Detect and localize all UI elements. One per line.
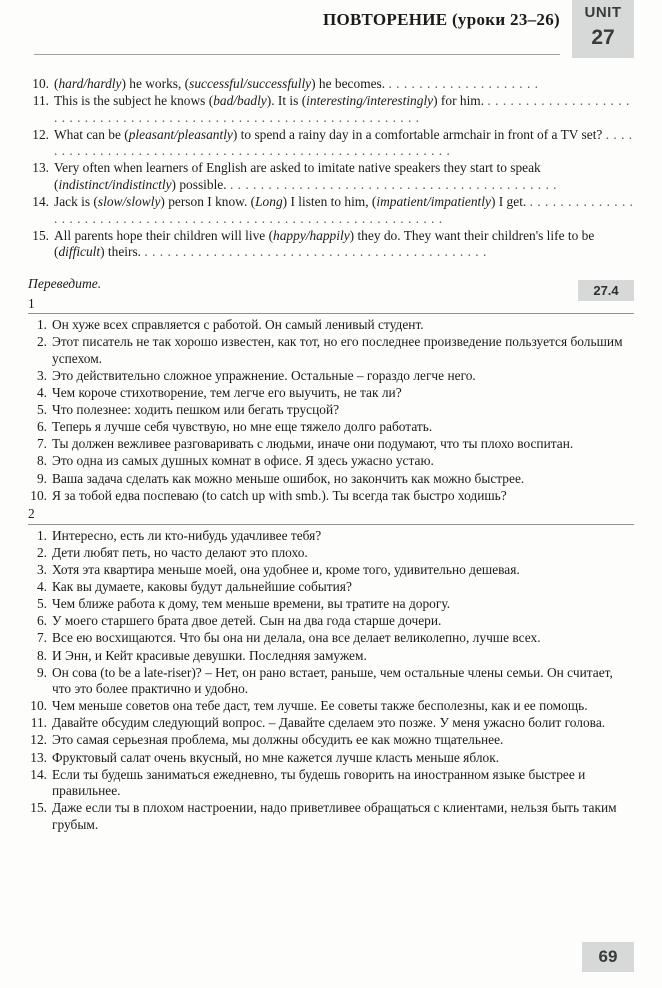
item-number: 10. <box>30 698 47 714</box>
item-text: Это одна из самых душных комнат в офисе. Я здесь ужасно устаю. <box>52 453 434 469</box>
translate-item <box>28 732 634 749</box>
item-text: Что полезнее: ходить пешком или бегать трусцой? <box>52 402 340 418</box>
exercise-top-list <box>28 76 634 261</box>
translate-item <box>28 579 634 596</box>
translate-item <box>28 665 634 698</box>
item-number: 7. <box>36 630 47 646</box>
translate-item <box>28 402 634 419</box>
item-text: Чем меньше советов она тебе даст, тем лучше. Ее советы также бесполезны, как и ее помощь. <box>52 698 588 714</box>
item-text: Как вы думаете, каковы будут дальнейшие события? <box>52 579 352 595</box>
item-text: Дети любят петь, но часто делают это плохо. <box>52 544 308 560</box>
item-text: This is the subject he knows (bad/badly). It is (interesting/interestingly) for him. . . . . . . . . . . . . . . . . . . . . . . . . . . . . . . . . . . . . . . . . . . . . . . . . . . . . . . . . . . . . . . . . . . . <box>54 93 630 125</box>
item-text: Ты должен вежливее разговаривать с людьми, иначе они подумают, что ты плохо воспитан. <box>52 436 574 452</box>
group-2-label: 2 <box>28 506 634 525</box>
translate-item <box>28 596 634 613</box>
item-text: Ваша задача сделать как можно меньше ошибок, но закончить как можно быстрее. <box>52 470 525 486</box>
item-number: 9. <box>36 664 47 680</box>
exercise-item <box>28 127 634 160</box>
item-text: Давайте обсудим следующий вопрос. – Давайте сделаем это позже. У меня ужасно болит голова. <box>52 715 606 731</box>
exercise-item <box>28 76 634 93</box>
exercise-item <box>28 228 634 261</box>
item-number: 6. <box>36 419 47 435</box>
group-1-label: 1 <box>28 296 634 315</box>
translate-item <box>28 715 634 732</box>
item-text: Я за тобой едва поспеваю (to catch up with smb.). Ты всегда так быстро ходишь? <box>52 487 507 503</box>
unit-label: UNIT <box>584 4 622 21</box>
item-number: 4. <box>36 579 47 595</box>
translate-item <box>28 528 634 545</box>
item-text: Jack is (slow/slowly) person I know. (Long) I listen to him, (impatient/impatiently) I get. . . . . . . . . . . . . . . . . . . . . . . . . . . . . . . . . . . . . . . . . . . . . . . . . . . . . . . . . . . . . . . . . . <box>54 194 634 226</box>
item-text: Если ты будешь заниматься ежедневно, ты будешь говорить на иностранном языке быстрее и правильнее. <box>52 766 586 799</box>
translate-item <box>28 334 634 367</box>
item-text: Теперь я лучше себя чувствую, но мне еще тяжело долго работать. <box>52 419 433 435</box>
item-number: 4. <box>36 385 47 401</box>
item-number: 1. <box>36 527 47 543</box>
translate-item <box>28 750 634 767</box>
translate-item <box>28 419 634 436</box>
item-number: 8. <box>36 647 47 663</box>
header-divider <box>34 54 560 55</box>
item-text: (hard/hardly) he works, (successful/successfully) he becomes. . . . . . . . . . . . . . . . . . . . . <box>54 76 539 91</box>
unit-badge <box>572 0 634 58</box>
translate-item <box>28 488 634 505</box>
item-number: 14. <box>32 194 49 210</box>
translate-group-1-list <box>28 317 634 504</box>
item-text: Хотя эта квартира меньше моей, она удобнее и, кроме того, удивительно дешевая. <box>52 562 520 578</box>
item-text: What can be (pleasant/pleasantly) to spend a rainy day in a comfortable armchair in front of a TV set? . . . . . . . . . . . . . . . . . . . . . . . . . . . . . . . . . . . . . . . . . . . . . . . . . . . . . . . . <box>54 126 633 159</box>
item-text: Чем ближе работа к дому, тем меньше времени, вы тратите на дорогу. <box>52 596 451 612</box>
item-text: И Энн, и Кейт красивые девушки. Последняя замужем. <box>52 647 367 663</box>
item-number: 1. <box>36 317 47 333</box>
item-number: 13. <box>32 160 49 176</box>
item-number: 11. <box>30 715 47 731</box>
item-text: Этот писатель не так хорошо известен, как тот, но его последнее произведение пользуется большим успехом. <box>52 334 623 366</box>
unit-number: 27 <box>591 26 615 49</box>
section-heading: Переведите. <box>28 276 102 292</box>
item-text: Very often when learners of English are asked to imitate native speakers they start to speak (indistinct/indistinctly) possible. . . . . . . . . . . . . . . . . . . . . . . . . . . . . . . . . . . . . . . . . . . . <box>54 160 558 193</box>
translate-item <box>28 368 634 385</box>
item-text: Он хуже всех справляется с работой. Он самый ленивый студент. <box>52 317 424 333</box>
page-title: ПОВТОРЕНИЕ (уроки 23–26) <box>323 10 560 29</box>
item-text: У моего старшего брата двое детей. Сын на два года старше дочери. <box>52 613 442 629</box>
page-number: 69 <box>582 942 634 972</box>
item-number: 7. <box>36 436 47 452</box>
item-number: 5. <box>36 596 47 612</box>
item-text: Даже если ты в плохом настроении, надо приветливее обращаться с клиентами, нельзя быть таким грубым. <box>52 800 617 832</box>
translate-item <box>28 648 634 665</box>
item-number: 2. <box>36 334 47 350</box>
item-number: 9. <box>36 470 47 486</box>
item-text: Чем короче стихотворение, тем легче его выучить, не так ли? <box>52 385 402 401</box>
item-number: 13. <box>30 749 47 765</box>
translate-group-2-list <box>28 528 634 834</box>
item-number: 5. <box>36 402 47 418</box>
item-number: 2. <box>36 544 47 560</box>
translate-item <box>28 436 634 453</box>
item-number: 8. <box>36 453 47 469</box>
item-number: 3. <box>36 562 47 578</box>
translate-item <box>28 767 634 800</box>
item-number: 12. <box>32 126 49 142</box>
translate-item <box>28 471 634 488</box>
translate-item <box>28 317 634 334</box>
item-number: 11. <box>32 93 49 109</box>
item-text: Это самая серьезная проблема, мы должны обсудить ее как можно тщательнее. <box>52 732 504 748</box>
item-number: 10. <box>30 487 47 503</box>
page-content <box>28 62 634 834</box>
exercise-tag-badge: 27.4 <box>578 280 634 301</box>
item-number: 3. <box>36 368 47 383</box>
page-header <box>28 0 634 62</box>
item-text: Интересно, есть ли кто-нибудь удачливее тебя? <box>52 527 322 543</box>
translate-item <box>28 630 634 647</box>
item-number: 14. <box>30 766 47 782</box>
item-number: 12. <box>30 732 47 748</box>
translate-item <box>28 545 634 562</box>
item-text: Он сова (to be a late-riser)? – Нет, он рано встает, раньше, чем остальные члены семьи. Он считает, что это более практично и удобно. <box>52 664 613 697</box>
translate-item <box>28 453 634 470</box>
translate-item <box>28 613 634 630</box>
translate-item <box>28 800 634 833</box>
exercise-item <box>28 93 634 126</box>
item-number: 10. <box>32 76 49 91</box>
exercise-item <box>28 160 634 193</box>
item-number: 15. <box>30 800 47 816</box>
item-number: 15. <box>32 227 49 243</box>
item-text: Это действительно сложное упражнение. Остальные – гораздо легче него. <box>52 368 476 383</box>
translate-item <box>28 698 634 715</box>
item-text: All parents hope their children will live (happy/happily) they do. They want their children's life to be (difficult) theirs. . . . . . . . . . . . . . . . . . . . . . . . . . . . . . . . . . . . . . . . . . . . . . <box>54 227 595 260</box>
item-number: 6. <box>36 613 47 629</box>
exercise-item <box>28 194 634 227</box>
item-text: Фруктовый салат очень вкусный, но мне кажется лучше класть меньше яблок. <box>52 749 500 765</box>
translate-item <box>28 562 634 579</box>
translate-item <box>28 385 634 402</box>
item-text: Все ею восхищаются. Что бы она ни делала, она все делает великолепно, лучше всех. <box>52 630 541 646</box>
